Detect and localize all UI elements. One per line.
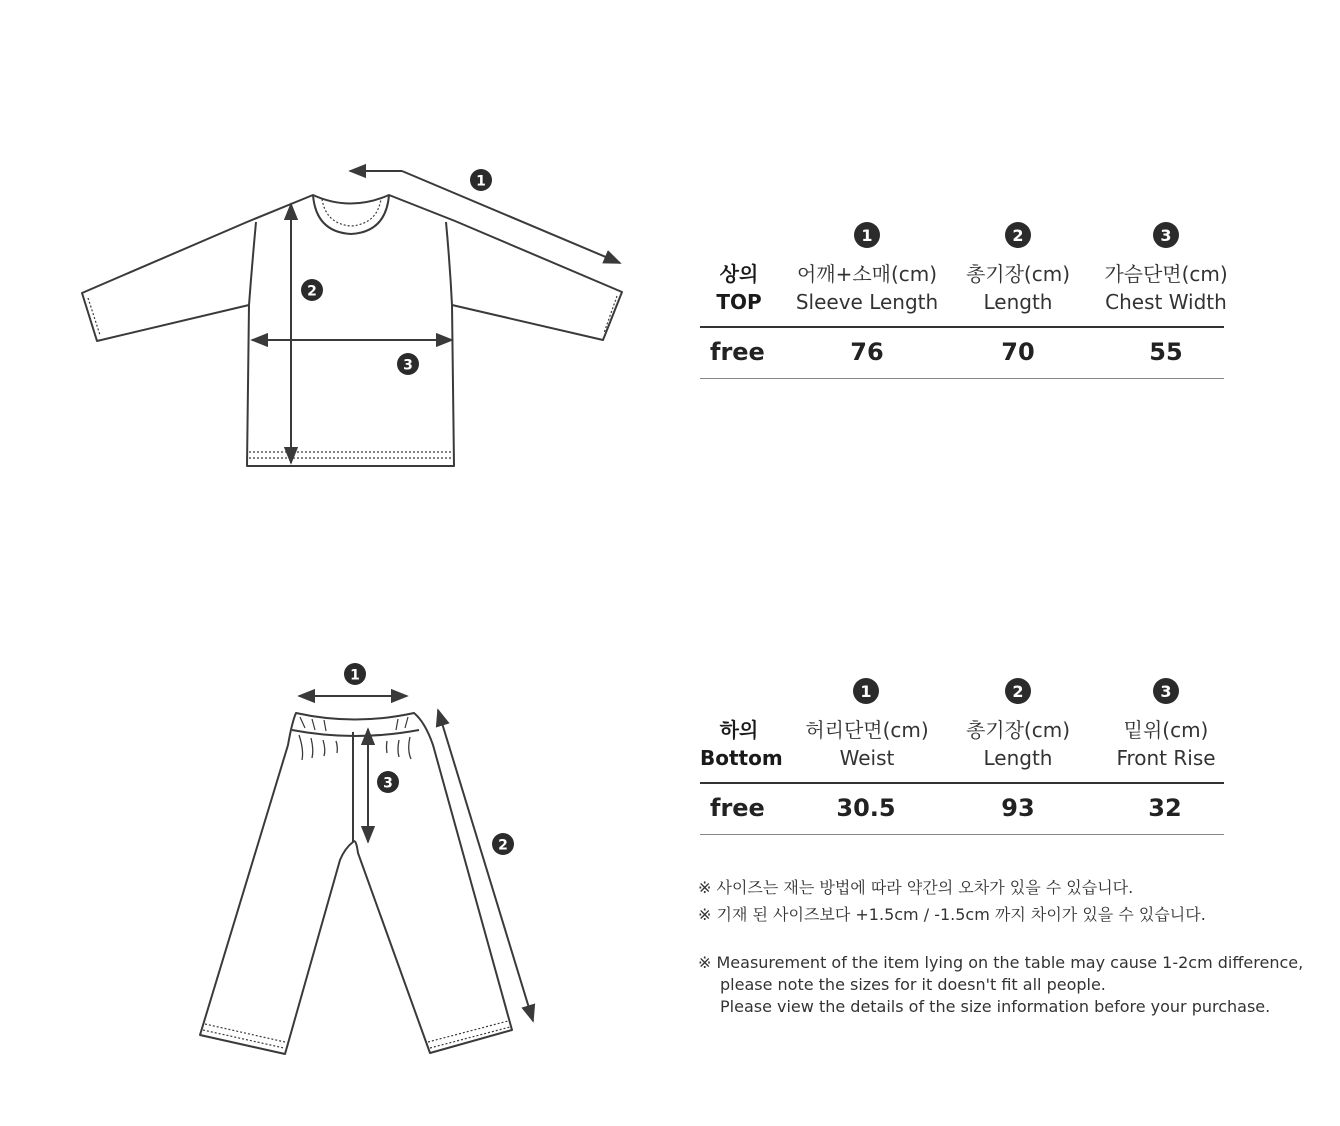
top-value-sleeve: 76 xyxy=(850,338,884,366)
bottom-col2-en: Length xyxy=(983,746,1053,770)
note-en-3: Please view the details of the size information before your purchase. xyxy=(720,997,1271,1016)
bottom-table-rule xyxy=(700,782,1224,784)
top-col3-en: Chest Width xyxy=(1105,290,1227,314)
top-sleeve-arrow-diagonal xyxy=(402,171,620,263)
top-badge-3: 3 xyxy=(403,357,413,374)
bottom-label-ko: 하의 xyxy=(719,718,759,742)
top-badge-1: 1 xyxy=(476,173,486,190)
top-col3-badge: 3 xyxy=(1153,222,1179,248)
note-en-2: please note the sizes for it doesn't fit all people. xyxy=(720,975,1106,994)
bottom-value-waist: 30.5 xyxy=(836,794,896,822)
note-en-1: ※ Measurement of the item lying on the table may cause 1-2cm difference, xyxy=(698,953,1304,972)
bottom-diagram-badges xyxy=(344,663,514,855)
top-col1-en: Sleeve Length xyxy=(795,290,939,314)
bottom-col2-badge: 2 xyxy=(1005,678,1031,704)
bottom-badge-2: 2 xyxy=(498,837,508,854)
bottom-measure-arrows xyxy=(299,696,533,1021)
top-value-chest: 55 xyxy=(1149,338,1183,366)
top-col1-header xyxy=(782,260,952,316)
bottom-col3-en: Front Rise xyxy=(1116,746,1216,770)
bottom-col1-header xyxy=(782,716,952,772)
top-measure-arrows xyxy=(252,171,620,463)
top-col3-ko: 가슴단면(cm) xyxy=(1104,262,1228,286)
bottom-col3-badge: 3 xyxy=(1153,678,1179,704)
bottom-label-en: Bottom xyxy=(700,746,783,770)
bottom-garment-drawing xyxy=(200,713,512,1054)
note-ko-2: ※ 기재 된 사이즈보다 +1.5cm / -1.5cm 까지 차이가 있을 수 있습니다. xyxy=(698,905,1206,924)
top-label-ko: 상의 xyxy=(719,262,759,286)
bottom-badge-1: 1 xyxy=(350,667,360,684)
bottom-label xyxy=(700,716,783,772)
bottom-value-length: 93 xyxy=(1001,794,1035,822)
top-garment-drawing xyxy=(82,195,622,466)
top-size-cell: free xyxy=(710,338,765,366)
top-col1-badge: 1 xyxy=(854,222,880,248)
bottom-size-cell: free xyxy=(710,794,765,822)
note-ko-1: ※ 사이즈는 재는 방법에 따라 약간의 오차가 있을 수 있습니다. xyxy=(698,878,1134,897)
top-value-length: 70 xyxy=(1001,338,1035,366)
bottom-length-arrow xyxy=(438,710,533,1021)
top-table-bottom-rule xyxy=(700,378,1224,379)
bottom-col2-ko: 총기장(cm) xyxy=(965,718,1071,742)
bottom-table-bottom-rule xyxy=(700,834,1224,835)
bottom-value-rise: 32 xyxy=(1148,794,1182,822)
notes-english xyxy=(698,952,1303,1018)
top-label-en: TOP xyxy=(716,290,762,314)
top-col2-header xyxy=(938,260,1098,316)
top-col2-badge: 2 xyxy=(1005,222,1031,248)
bottom-column-numbers xyxy=(700,678,1224,708)
bottom-col3-ko: 밑위(cm) xyxy=(1123,718,1209,742)
top-col2-en: Length xyxy=(983,290,1053,314)
top-label xyxy=(700,260,778,316)
top-col2-ko: 총기장(cm) xyxy=(965,262,1071,286)
bottom-badge-3: 3 xyxy=(383,775,393,792)
top-column-numbers xyxy=(700,222,1224,252)
bottom-col1-ko: 허리단면(cm) xyxy=(805,718,929,742)
bottom-col3-header xyxy=(1086,716,1246,772)
top-col3-header xyxy=(1086,260,1246,316)
top-table-rule xyxy=(700,326,1224,328)
top-col1-ko: 어깨+소매(cm) xyxy=(796,262,938,286)
top-badge-2: 2 xyxy=(307,283,317,300)
bottom-col1-badge: 1 xyxy=(853,678,879,704)
bottom-col2-header xyxy=(938,716,1098,772)
bottom-col1-en: Weist xyxy=(839,746,895,770)
notes-korean xyxy=(698,874,1206,928)
